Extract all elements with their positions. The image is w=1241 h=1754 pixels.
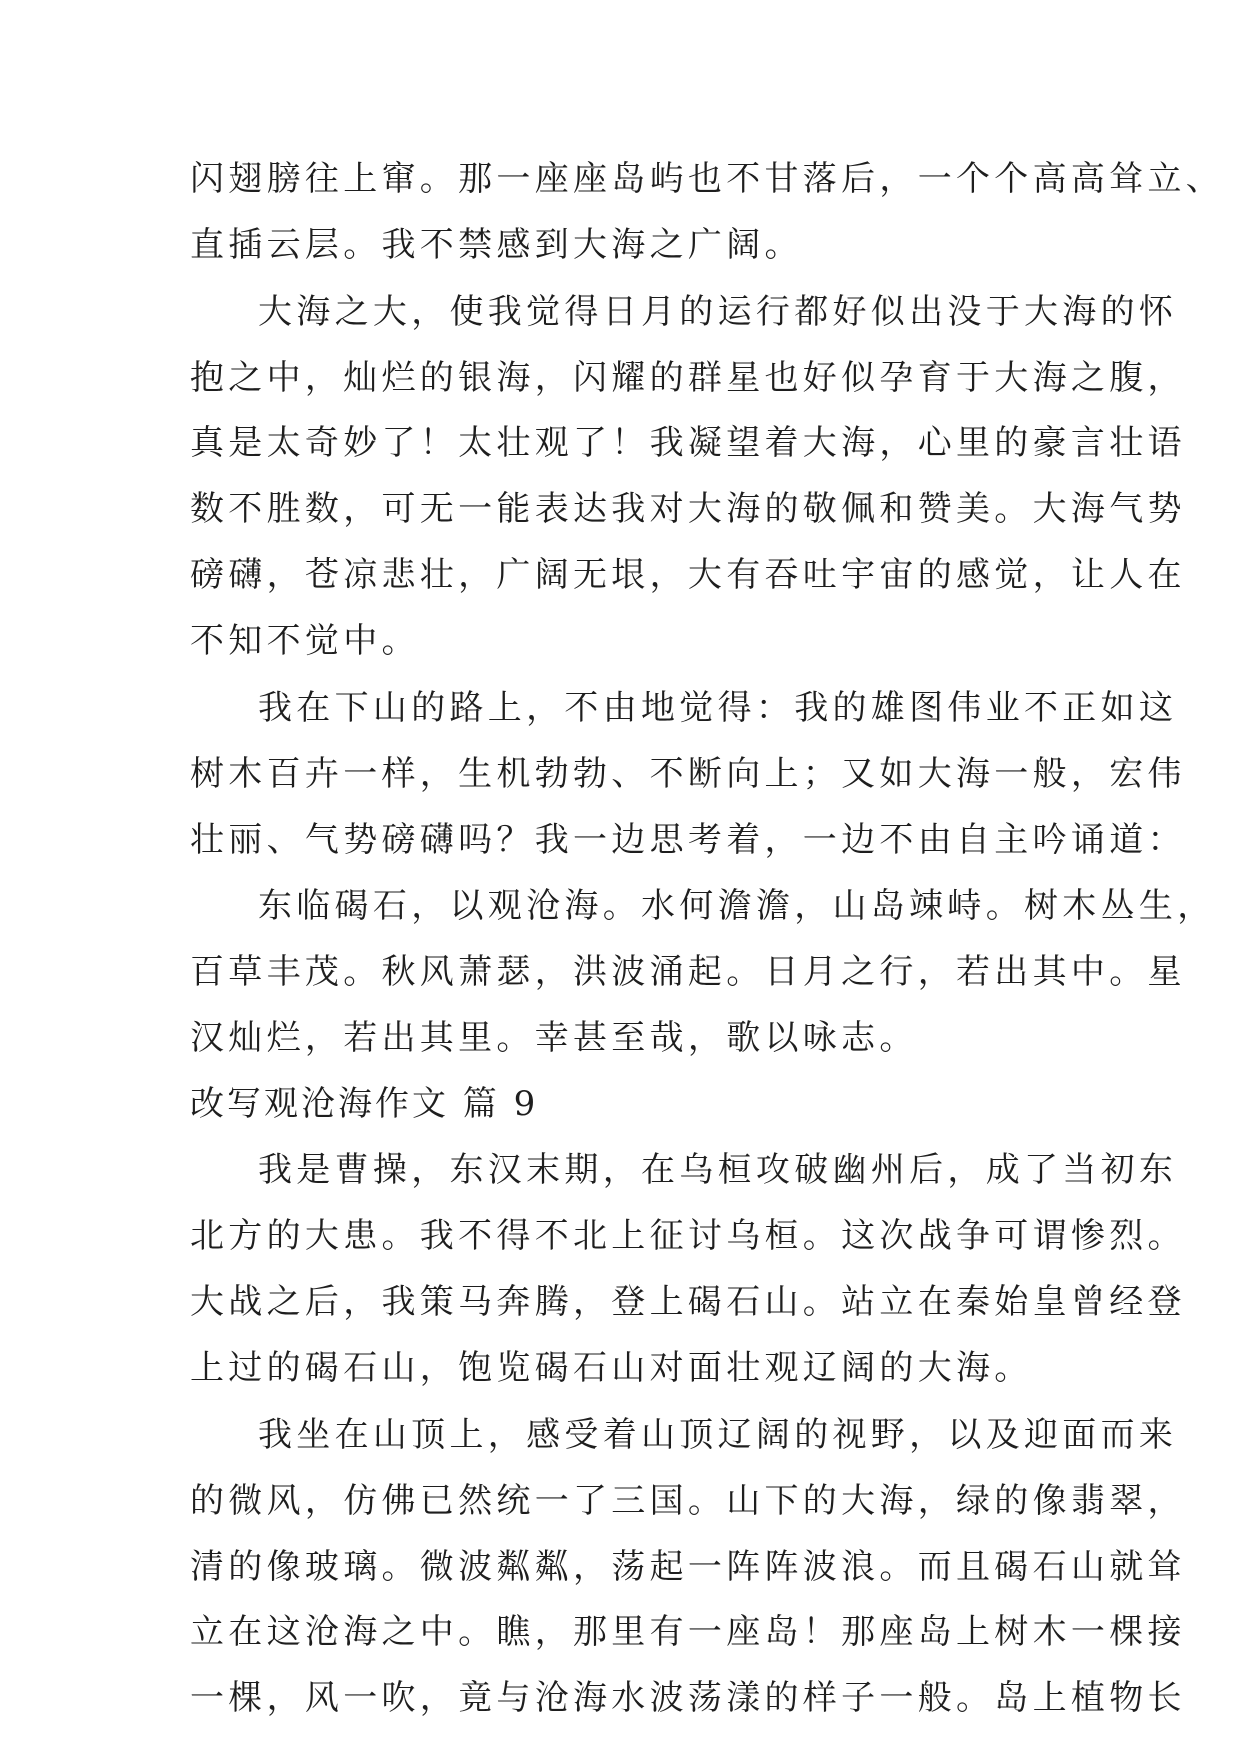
text-line: 我是曹操，东汉末期，在乌桓攻破幽州后，成了当初东 [258,1150,1178,1190]
text-line: 百草丰茂。秋风萧瑟，洪波涌起。日月之行，若出其中。星 [190,952,1186,992]
text-line: 一棵，风一吹，竟与沧海水波荡漾的样子一般。岛上植物长 [190,1678,1186,1718]
text-line: 大战之后，我策马奔腾，登上碣石山。站立在秦始皇曾经登 [190,1282,1186,1322]
text-line: 大海之大，使我觉得日月的运行都好似出没于大海的怀 [258,292,1178,332]
text-line: 抱之中，灿烂的银海，闪耀的群星也好似孕育于大海之腹， [190,358,1186,398]
text-line: 的微风，仿佛已然统一了三国。山下的大海，绿的像翡翠， [190,1481,1186,1521]
text-line: 北方的大患。我不得不北上征讨乌桓。这次战争可谓惨烈。 [190,1216,1186,1256]
text-line: 磅礴，苍凉悲壮，广阔无垠，大有吞吐宇宙的感觉，让人在 [190,555,1186,595]
text-line: 清的像玻璃。微波粼粼，荡起一阵阵波浪。而且碣石山就耸 [190,1547,1186,1587]
text-line: 壮丽、气势磅礴吗？我一边思考着，一边不由自主吟诵道： [190,820,1186,860]
text-line: 数不胜数，可无一能表达我对大海的敬佩和赞美。大海气势 [190,489,1186,529]
text-line: 上过的碣石山，饱览碣石山对面壮观辽阔的大海。 [190,1348,1033,1388]
text-line: 汉灿烂，若出其里。幸甚至哉，歌以咏志。 [190,1018,918,1058]
text-line: 闪翅膀往上窜。那一座座岛屿也不甘落后，一个个高高耸立、 [190,159,1225,199]
text-line: 不知不觉中。 [190,621,420,661]
text-line: 直插云层。我不禁感到大海之广阔。 [190,225,803,265]
text-line: 东临碣石，以观沧海。水何澹澹，山岛竦峙。树木丛生， [258,886,1216,926]
text-line: 立在这沧海之中。瞧，那里有一座岛！那座岛上树木一棵接 [190,1612,1186,1652]
text-line: 真是太奇妙了！太壮观了！我凝望着大海，心里的豪言壮语 [190,423,1186,463]
text-line: 我坐在山顶上，感受着山顶辽阔的视野，以及迎面而来 [258,1415,1178,1455]
section-heading: 改写观沧海作文 篇 9 [190,1084,539,1124]
text-line: 树木百卉一样，生机勃勃、不断向上；又如大海一般，宏伟 [190,754,1186,794]
text-line: 我在下山的路上，不由地觉得：我的雄图伟业不正如这 [258,688,1178,728]
